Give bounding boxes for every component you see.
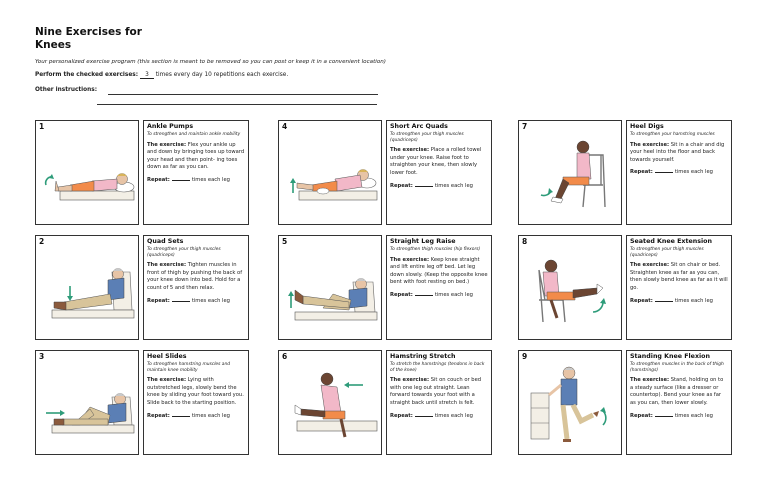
exercise-card <box>518 235 732 340</box>
repeat-field[interactable] <box>415 416 433 417</box>
exercise-number: 4 <box>282 122 288 131</box>
exercise-title: Hamstring Stretch <box>390 353 456 360</box>
exercise-card <box>35 235 249 340</box>
exercise-description-text: Tighten muscles in front of thigh by pushing the back of your knee down into bed. Hold for a count of 5 and then relax. <box>147 262 243 291</box>
exercise-subtitle: To strengthen thigh muscles (hip flexors) <box>390 247 481 252</box>
exercise-subtitle: To strengthen hamstring muscles and maintain knee mobility <box>147 362 231 373</box>
exercise-number: 6 <box>282 352 288 361</box>
repeat-suffix: times each leg <box>674 297 713 304</box>
other-instructions-line-1[interactable] <box>108 94 378 95</box>
exercise-description-text: Place a rolled towel under your knee. Raise foot to straighten your knee, then slowly lower foot. <box>390 147 482 176</box>
other-instructions-line-2[interactable] <box>97 104 377 105</box>
exercise-number: 9 <box>522 352 528 361</box>
exercise-description <box>390 377 488 407</box>
short-arc-quad-figure <box>283 133 379 221</box>
exercise-description-text: Sit in a chair and dig your heel into the floor and back towards yourself. <box>630 141 725 163</box>
quad-set-figure <box>40 248 136 336</box>
exercise-text-panel <box>386 350 492 455</box>
exercise-subtitle: To strengthen your hamstring muscles <box>630 132 715 137</box>
exercise-label: The exercise: <box>147 262 187 269</box>
exercise-description-text: Flex your ankle up and down by bringing toes up toward your head and then point- ing toes down as far as you can. <box>147 141 245 171</box>
repeat-field[interactable] <box>415 186 433 187</box>
exercise-label: The exercise: <box>630 377 670 384</box>
repeat-label: Repeat: <box>390 412 413 419</box>
exercise-description-text: Sit on chair or bed. Straighten knee as far as you can, then slowly bend knee as far as it will go. <box>630 262 728 291</box>
lying-ankle-pump-figure <box>40 133 136 221</box>
repeat-suffix: times each leg <box>191 176 230 183</box>
repeat-line <box>630 169 728 175</box>
repeat-suffix: times each leg <box>191 297 230 304</box>
repeat-field[interactable] <box>415 295 433 296</box>
exercise-text-panel <box>626 235 732 340</box>
exercise-label: The exercise: <box>390 147 430 154</box>
repeat-line <box>390 413 488 419</box>
exercise-picture-panel <box>35 235 139 340</box>
exercise-number: 8 <box>522 237 528 246</box>
exercise-description-text: Sit on couch or bed with one leg out straight. Lean forward towards your foot with a straight back until stretch is felt. <box>390 377 482 406</box>
exercise-title: Standing Knee Flexion <box>630 353 710 360</box>
exercise-text-panel <box>143 350 249 455</box>
exercise-subtitle: To strengthen muscles in the back of thigh (hamstrings) <box>630 362 724 373</box>
other-instructions-label: Other instructions: <box>35 87 98 93</box>
exercise-picture-panel <box>278 350 382 455</box>
exercise-description <box>630 262 728 292</box>
repeat-suffix: times each leg <box>191 412 230 419</box>
exercise-subtitle: To strengthen your thigh muscles (quadriceps) <box>147 247 221 258</box>
straight-leg-raise-figure <box>283 248 379 336</box>
exercise-description <box>147 142 245 172</box>
title-line-2: Knees <box>35 39 72 51</box>
exercise-picture-panel <box>518 235 622 340</box>
exercise-description <box>147 377 245 407</box>
repeat-label: Repeat: <box>630 297 653 304</box>
exercise-text-panel <box>386 235 492 340</box>
exercise-number: 5 <box>282 237 288 246</box>
times-field[interactable]: 3 <box>140 72 154 79</box>
repeat-field[interactable] <box>172 301 190 302</box>
exercise-text-panel <box>626 350 732 455</box>
exercise-card <box>518 350 732 455</box>
seated-knee-extension-figure <box>523 248 619 336</box>
repeat-field[interactable] <box>655 416 673 417</box>
exercise-title: Quad Sets <box>147 238 184 245</box>
exercise-subtitle: To stretch the hamstrings (tendons in back of the knee) <box>390 362 485 373</box>
repeat-label: Repeat: <box>390 291 413 298</box>
exercise-description-text: Lying with outstretched legs, slowly bend the knee by sliding your foot toward you. Slide back to the starting position. <box>147 377 244 406</box>
repeat-line <box>147 177 245 183</box>
heel-slide-figure <box>40 363 136 451</box>
repeat-suffix: times each leg <box>674 412 713 419</box>
exercise-description-text: Stand, holding on to a steady surface (like a dresser or countertop). Bend your knee as far as you can, then lower slowly. <box>630 377 724 406</box>
repeat-label: Repeat: <box>630 412 653 419</box>
exercise-number: 2 <box>39 237 45 246</box>
exercise-description <box>630 142 728 165</box>
repeat-line <box>390 183 488 189</box>
exercise-text-panel <box>143 120 249 225</box>
repeat-field[interactable] <box>655 172 673 173</box>
repeat-label: Repeat: <box>147 176 170 183</box>
exercise-picture-panel <box>35 120 139 225</box>
repeat-label: Repeat: <box>390 182 413 189</box>
repeat-line <box>630 413 728 419</box>
exercise-card <box>35 120 249 225</box>
exercise-number: 1 <box>39 122 45 131</box>
exercise-label: The exercise: <box>390 377 430 384</box>
repeat-line <box>147 298 245 304</box>
exercise-picture-panel <box>518 350 622 455</box>
repeat-line <box>630 298 728 304</box>
exercise-subtitle: To strengthen your thigh muscles (quadriceps) <box>390 132 464 143</box>
title-line-1: Nine Exercises for <box>35 26 142 38</box>
exercise-title: Seated Knee Extension <box>630 238 712 245</box>
exercise-card <box>518 120 732 225</box>
exercise-picture-panel <box>518 120 622 225</box>
exercise-title: Short Arc Quads <box>390 123 448 130</box>
exercise-label: The exercise: <box>390 256 430 263</box>
exercise-title: Heel Slides <box>147 353 187 360</box>
exercise-description-text: Keep knee straight and lift entire leg off bed. Let leg down slowly. (Keep the opposite knee bent with foot resting on bed.) <box>390 256 488 286</box>
perform-line <box>35 72 288 79</box>
exercise-text-panel <box>143 235 249 340</box>
heel-dig-chair-figure <box>523 133 619 221</box>
repeat-label: Repeat: <box>147 297 170 304</box>
repeat-field[interactable] <box>172 180 190 181</box>
exercise-card <box>278 120 492 225</box>
exercise-label: The exercise: <box>147 377 187 384</box>
exercise-subtitle: To strengthen and maintain ankle mobility <box>147 132 241 137</box>
standing-knee-flexion-figure <box>523 363 619 451</box>
exercise-picture-panel <box>278 120 382 225</box>
exercise-text-panel <box>626 120 732 225</box>
perform-rest: times every day 10 repetitions each exercise. <box>155 72 289 78</box>
repeat-suffix: times each leg <box>434 291 473 298</box>
repeat-field[interactable] <box>172 416 190 417</box>
repeat-suffix: times each leg <box>434 412 473 419</box>
repeat-field[interactable] <box>655 301 673 302</box>
exercise-picture-panel <box>35 350 139 455</box>
repeat-line <box>390 292 488 298</box>
exercise-label: The exercise: <box>630 141 670 148</box>
exercise-title: Heel Digs <box>630 123 664 130</box>
exercise-number: 7 <box>522 122 528 131</box>
exercise-picture-panel <box>278 235 382 340</box>
exercise-text-panel <box>386 120 492 225</box>
repeat-line <box>147 413 245 419</box>
exercise-card <box>278 350 492 455</box>
exercise-subtitle: To strengthen your thigh muscles (quadriceps) <box>630 247 704 258</box>
repeat-suffix: times each leg <box>434 182 473 189</box>
exercise-card <box>35 350 249 455</box>
repeat-suffix: times each leg <box>674 169 713 176</box>
exercise-title: Straight Leg Raise <box>390 238 456 245</box>
exercise-number: 3 <box>39 352 45 361</box>
perform-label: Perform the checked exercises: <box>35 72 139 78</box>
exercise-title: Ankle Pumps <box>147 123 194 130</box>
repeat-label: Repeat: <box>147 412 170 419</box>
exercise-description <box>390 257 488 287</box>
exercise-card <box>278 235 492 340</box>
repeat-label: Repeat: <box>630 169 653 176</box>
exercise-description <box>390 147 488 177</box>
page-title <box>35 26 142 52</box>
hamstring-stretch-figure <box>283 363 379 451</box>
intro-text: Your personalized exercise program (this section is meant to be removed so you can post or keep it in a convenient location) <box>35 59 386 65</box>
exercise-label: The exercise: <box>147 141 187 148</box>
exercise-label: The exercise: <box>630 262 670 269</box>
exercise-description <box>147 262 245 292</box>
exercise-description <box>630 377 728 407</box>
